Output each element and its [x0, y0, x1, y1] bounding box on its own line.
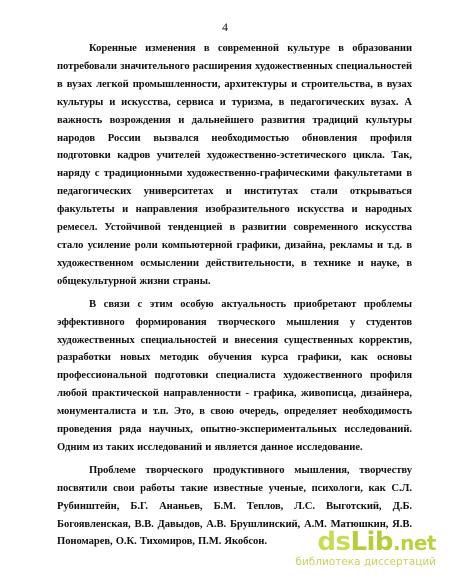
dslib-watermark	[286, 528, 436, 572]
document-body	[57, 40, 412, 551]
paragraph-2: В связи с этим особую актуальность приобретают проблемы эффективного формирования творческого мышления у студентов художественных специальностей и внесения существенных корректив, разработки новых методик обучения курса графики, как основы профессиональной подготовки специалиста художественного профиля любой практической направленности - графика, живописца, дизайнера, монументалиста и т.п. Это, в свою очередь, определяет необходимость проведения ряда научных, опытно-экспериментальных исследований. Одним из таких исследований и является данное исследование.	[57, 298, 412, 453]
logo-part-ds: ds	[317, 527, 351, 557]
paragraph-3: Проблеме творческого продуктивного мышления, творчеству посвятили свои работы такие известные ученые, психологи, как С.Л. Рубинштейн, Б.Г. Ананьев, Б.М. Теплов, Л.С. Выготский, Д.Б. Богоявленская, В.В. Давыдов, А.В. Брушлинский, А.М. Матюшкин, Я.В. Пономарев, О.К. Тихомиров, П.М. Якобсон.	[57, 464, 412, 548]
page-number: 4	[222, 20, 228, 34]
logo-part-net: .net	[393, 531, 436, 555]
dslib-logo	[317, 528, 436, 557]
paragraph-1: Коренные изменения в современной культуре в образовании потребовали значительного расширения художественных специальностей в вузах легкой промышленности, архитектуры и строительства, в вузах культуры и искусства, сервиса и туризма, в педагогических вузах. А важность возрождения и дальнейшего развития традиций культуры народов России вызвался необходимостью обновления профиля подготовки кадров учителей художественно-эстетического цикла. Так, наряду с традиционными художественно-графическими факультетами в педагогических университетах и институтах стали открываться факультеты и направления изобразительного искусства и народных ремесел. Устойчивой тенденцией в развитии современного искусства стало усиление роли компьютерной графики, дизайна, рекламы и т.д. в художественном осмыслении действительности, в технике и науке, в общекультурной жизни страны.	[57, 43, 412, 287]
watermark-subtitle: библиотека диссертаций	[295, 556, 436, 568]
logo-part-lib: Lib	[350, 527, 394, 557]
